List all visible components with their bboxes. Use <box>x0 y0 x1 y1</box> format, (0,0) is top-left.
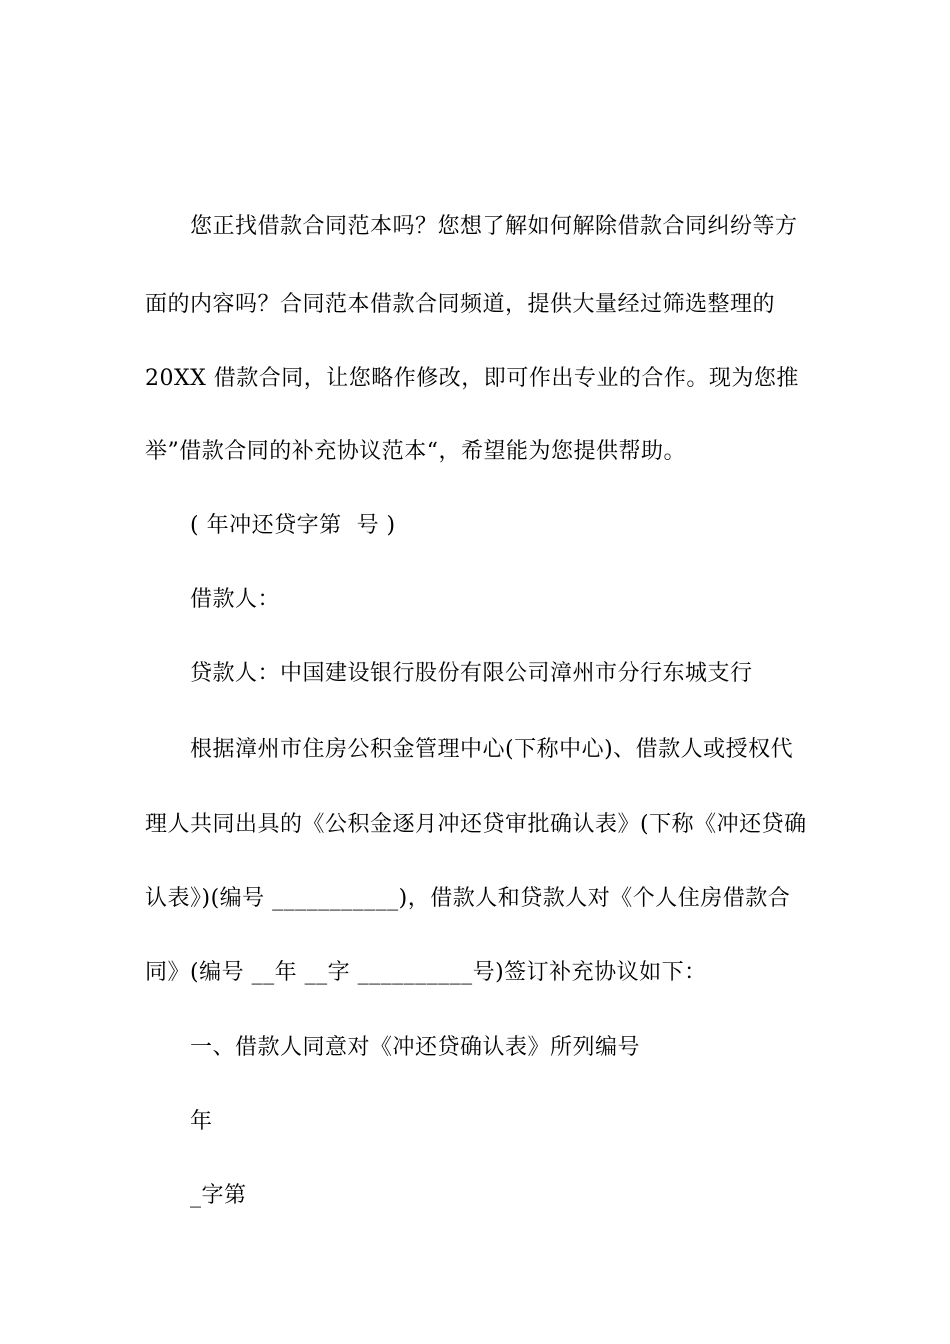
basis-paragraph-line-4: 同》(编号 __年 __字 __________号)签订补充协议如下： <box>145 960 707 985</box>
borrower-label: 借款人： <box>190 587 281 612</box>
year-label: 年 <box>190 1109 213 1134</box>
basis-paragraph-line-3: 认表》)(编号 ___________)，借款人和贷款人对《个人住房借款合 <box>145 886 791 911</box>
intro-paragraph-line-4: 举”借款合同的补充协议范本“，希望能为您提供帮助。 <box>145 439 686 464</box>
contract-number-line: ( 年冲还贷字第 号 ) <box>190 513 396 538</box>
lender-line: 贷款人：中国建设银行股份有限公司漳州市分行东城支行 <box>190 661 753 686</box>
basis-paragraph-line-2: 理人共同出具的《公积金逐月冲还贷审批确认表》(下称《冲还贷确 <box>145 812 807 837</box>
basis-paragraph-line-1: 根据漳州市住房公积金管理中心(下称中心)、借款人或授权代 <box>190 737 794 762</box>
character-number-label: _字第 <box>190 1183 247 1208</box>
clause-one-line: 一、借款人同意对《冲还贷确认表》所列编号 <box>190 1035 641 1060</box>
intro-paragraph-line-1: 您正找借款合同范本吗？您想了解如何解除借款合同纠纷等方 <box>190 214 798 239</box>
intro-paragraph-line-2: 面的内容吗？合同范本借款合同频道，提供大量经过筛选整理的 <box>145 292 776 317</box>
intro-paragraph-line-3: 20XX 借款合同，让您略作修改，即可作出专业的合作。现为您推 <box>145 366 799 391</box>
